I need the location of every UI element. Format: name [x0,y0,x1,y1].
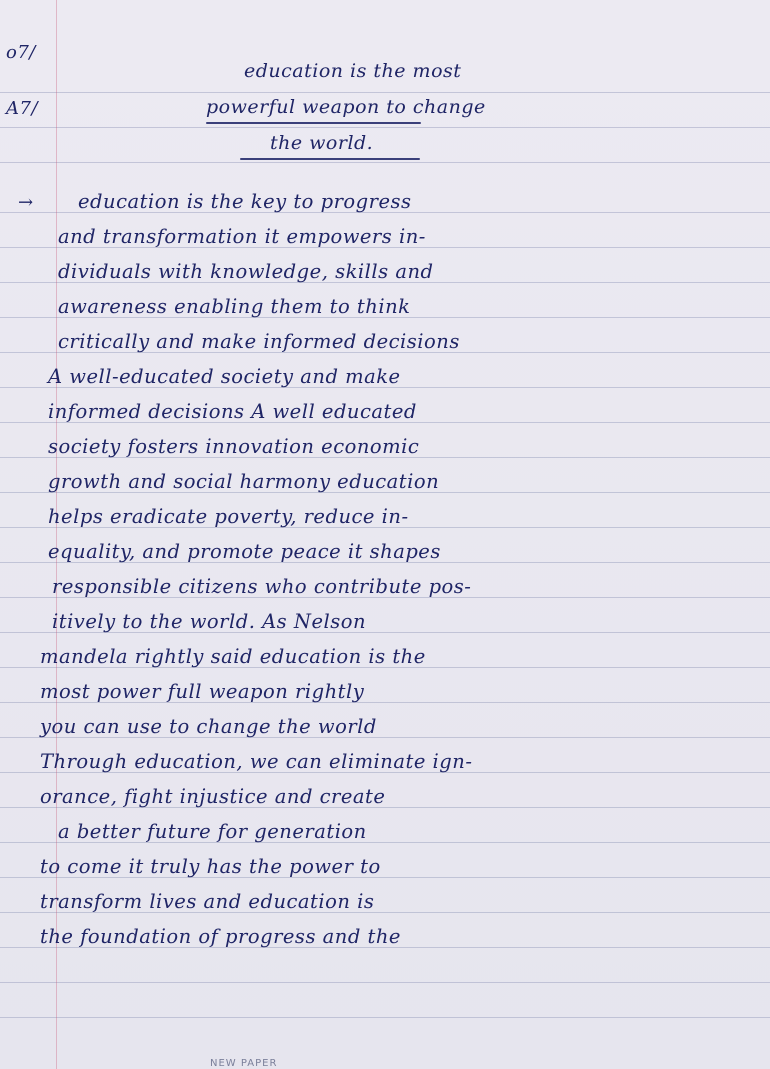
title-line-1: education is the most [244,60,462,82]
body-line: dividuals with knowledge, skills and [58,260,434,283]
body-line: education is the key to progress [78,190,412,213]
title-underline [240,158,420,160]
body-line: to come it truly has the power to [40,855,381,878]
title-line-2: powerful weapon to change [206,96,486,118]
body-line: transform lives and education is [40,890,375,913]
body-line: growth and social harmony education [48,470,440,493]
body-line: awareness enabling them to think [58,295,411,318]
body-line: mandela rightly said education is the [40,645,426,668]
body-line: equality, and promote peace it shapes [48,540,441,563]
rule-line [0,1017,770,1018]
body-line: A well-educated society and make [48,365,401,388]
arrow-bullet: → [18,192,34,213]
title-line-3: the world. [270,132,374,154]
body-line: orance, fight injustice and create [40,785,386,808]
body-line: you can use to change the world [40,715,377,738]
body-line: most power full weapon rightly [40,680,365,703]
body-line: informed decisions A well educated [48,400,417,423]
body-line: Through education, we can eliminate ign- [40,750,473,773]
rule-line [0,92,770,93]
paper-brand-print: NEW PAPER [210,1058,278,1069]
rule-line [0,982,770,983]
body-line: the foundation of progress and the [40,925,401,948]
body-line: critically and make informed decisions [58,330,460,353]
title-underline [206,122,421,124]
margin-mark-1: o7/ [6,42,36,63]
body-line: itively to the world. As Nelson [52,610,367,633]
body-line: a better future for generation [58,820,367,843]
rule-line [0,127,770,128]
body-line: helps eradicate poverty, reduce in- [48,505,409,528]
rule-line [0,162,770,163]
body-line: responsible citizens who contribute pos- [52,575,472,598]
margin-mark-2: A7/ [6,98,39,119]
body-line: and transformation it empowers in- [58,225,426,248]
body-line: society fosters innovation economic [48,435,420,458]
